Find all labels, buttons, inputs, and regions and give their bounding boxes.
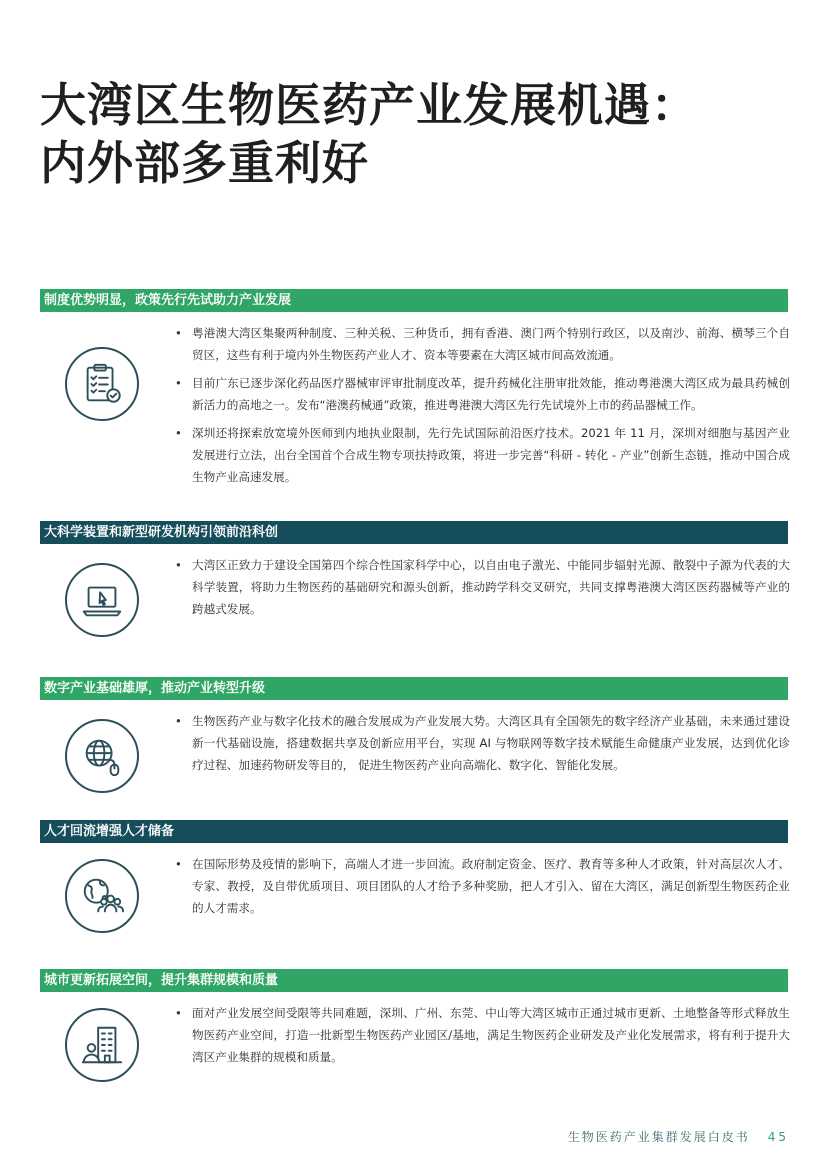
laptop-icon (65, 563, 139, 637)
bullet-list (172, 322, 790, 494)
building-person-icon (65, 1008, 139, 1082)
list-item: • 在国际形势及疫情的影响下，高端人才进一步回流。政府制定资金、医疗、教育等多种人才政策，针对高层次人才、专家、教授，及自带优质项目、项目团队的人才给予多种奖励，把人才引入、留在大湾区，满足创新型生物医药企业的人才需求。 (172, 853, 790, 919)
bullet-list (172, 710, 790, 782)
list-item: • 面对产业发展空间受限等共同难题，深圳、广州、东莞、中山等大湾区城市正通过城市更新、土地整备等形式释放生物医药产业空间，打造一批新型生物医药产业园区/基地，满足生物医药企业研发及产业化发展需求，将有利于提升大湾区产业集群的规模和质量。 (172, 1002, 790, 1068)
section-heading: 人才回流增强人才储备 (40, 820, 788, 843)
page-title (40, 76, 698, 192)
list-item: • 粤港澳大湾区集聚两种制度、三种关税、三种货币，拥有香港、澳门两个特别行政区，以及南沙、前海、横琴三个自贸区，这些有利于境内外生物医药产业人才、资本等要素在大湾区城市间高效流通。 (172, 322, 790, 366)
page-footer (568, 1128, 789, 1145)
list-item: • 目前广东已逐步深化药品医疗器械审评审批制度改革，提升药械化注册审批效能，推动粤港澳大湾区成为最具药械创新活力的高地之一。发布“港澳药械通”政策，推进粤港澳大湾区先行先试境外上市的药品器械工作。 (172, 372, 790, 416)
list-item: • 深圳还将探索放宽境外医师到内地执业限制，先行先试国际前沿医疗技术。2021 年 11 月，深圳对细胞与基因产业发展进行立法，出台全国首个合成生物专项扶持政策，将进一步完善“科研 - 转化 - 产业”创新生态链，推动中国合成生物产业高速发展。 (172, 422, 790, 488)
section-heading: 数字产业基础雄厚，推动产业转型升级 (40, 677, 788, 700)
bullet-list (172, 1002, 790, 1074)
section-policy (40, 289, 788, 517)
page-title-line-1: 大湾区生物医药产业发展机遇： (40, 78, 698, 132)
bullet-list (172, 554, 790, 626)
list-item: • 生物医药产业与数字化技术的融合发展成为产业发展大势。大湾区具有全国领先的数字经济产业基础，未来通过建设新一代基础设施，搭建数据共享及创新应用平台，实现 AI 与物联网等数字技术赋能生命健康产业发展，达到优化诊疗过程、加速药物研发等目的， 促进生物医药产业向高端化、数字化、智能化发展。 (172, 710, 790, 776)
section-heading: 制度优势明显，政策先行先试助力产业发展 (40, 289, 788, 312)
page-number: 45 (767, 1130, 789, 1144)
section-digital-industry (40, 677, 788, 810)
section-science-facilities (40, 521, 788, 664)
page-title-line-2: 内外部多重利好 (40, 136, 369, 190)
section-urban-renewal (40, 969, 788, 1112)
footer-title: 生物医药产业集群发展白皮书 (567, 1130, 750, 1144)
section-heading: 大科学装置和新型研发机构引领前沿科创 (40, 521, 788, 544)
list-item: • 大湾区正致力于建设全国第四个综合性国家科学中心，以自由电子激光、中能同步辐射光源、散裂中子源为代表的大科学装置，将助力生物医药的基础研究和源头创新，推动跨学科交叉研究，共同支撑粤港澳大湾区医药器械等产业的跨越式发展。 (172, 554, 790, 620)
section-talent (40, 820, 788, 963)
checklist-icon (65, 347, 139, 421)
globe-mouse-icon (65, 719, 139, 793)
section-heading: 城市更新拓展空间，提升集群规模和质量 (40, 969, 788, 992)
bullet-list (172, 853, 790, 925)
global-talent-icon (65, 859, 139, 933)
